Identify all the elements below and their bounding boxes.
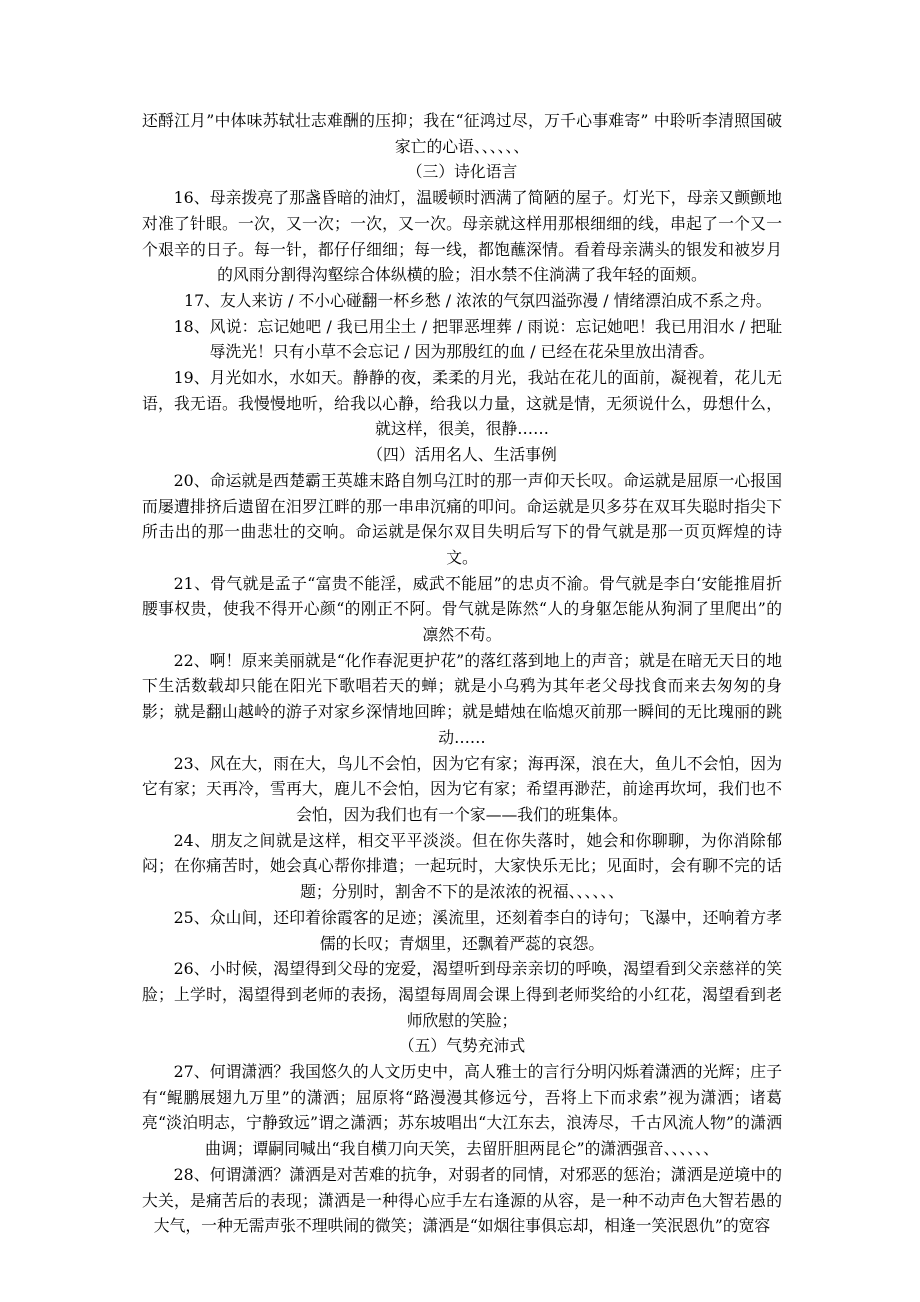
paragraph-25: 25、众山间，还印着徐霞客的足迹；溪流里，还刻着李白的诗句；飞瀑中，还响着方孝儒的长叹；青烟里，还飘着严蕊的哀怨。: [173, 907, 782, 953]
section-heading-4: （四）活用名人、生活事例: [367, 445, 557, 465]
section-heading-5: （五）气势充沛式: [398, 1036, 526, 1056]
paragraph-16: 16、母亲拨亮了那盏昏暗的油灯，温暖顿时洒满了简陋的屋子。灯光下，母亲又颤颤地对准了针眼。一次，又一次；一次，又一次。母亲就这样用那根细细的线，串起了一个又一个艰辛的日子。每一针，都仔仔细细；每一线，都饱蘸深情。看着母亲满头的银发和被岁月的风雨分割得沟壑综合体纵横的脸；泪水禁不住淌满了我年轻的面颊。: [142, 188, 782, 285]
paragraph-continuation: 还酹江月”中体味苏轼壮志难酬的压抑；我在“征鸿过尽，万千心事难寄” 中聆听李清照国破家亡的心语、、、、、、: [142, 111, 782, 156]
paragraph-24: 24、朋友之间就是这样，相交平平淡淡。但在你失落时，她会和你聊聊，为你消除郁闷；在你痛苦时，她会真心帮你排遣；一起玩时，大家快乐无比；见面时，会有聊不完的话题；分别时，割舍不下的是浓浓的祝福、、、、、、: [142, 830, 782, 902]
paragraph-18: 18、风说：忘记她吧 / 我已用尘土 / 把罪恶埋葬 / 雨说：忘记她吧！我已用泪水 / 把耻辱洗光！只有小草不会忘记 / 因为那殷红的血 / 已经在花朵里放出清香。: [173, 316, 782, 362]
paragraph-22: 22、啊！原来美丽就是“化作春泥更护花”的落红落到地上的声音；就是在暗无天日的地下生活数载却只能在阳光下歌唱若天的蝉；就是小乌鸦为其年老父母找食而来去匆匆的身影；就是翻山越岭的游子对家乡深情地回眸；就是蜡烛在临熄灭前那一瞬间的无比瑰丽的跳动……: [142, 650, 782, 747]
paragraph-21: 21、骨气就是孟子“富贵不能淫，威武不能屈”的忠贞不渝。骨气就是李白‘安能推眉折腰事权贵，使我不得开心颜“的刚正不阿。骨气就是陈然“人的身躯怎能从狗洞了里爬出”的凛然不苟。: [142, 573, 782, 645]
paragraph-23: 23、风在大，雨在大，鸟儿不会怕，因为它有家；海再深，浪在大，鱼儿不会怕，因为它有家；天再冷，雪再大，鹿儿不会怕，因为它有家；希望再渺茫，前途再坎坷，我们也不会怕，因为我们也有一个家——我们的班集体。: [142, 753, 782, 824]
paragraph-19: 19、月光如水，水如天。静静的夜，柔柔的月光，我站在花儿的面前，凝视着，花儿无语，我无语。我慢慢地听，给我以心静，给我以力量，这就是情，无须说什么，毋想什么，就这样，很美，很静……: [142, 368, 782, 439]
paragraph-27: 27、何谓潇洒？我国悠久的人文历史中，高人雅士的言行分明闪烁着潇洒的光辉；庄子有“鲲鹏展翅九万里”的潇洒；屈原将“路漫漫其修远兮，吾将上下而求索”视为潇洒；诸葛亮“淡泊明志，宁静致远”谓之潇洒；苏东坡唱出“大江东去，浪涛尽，千古风流人物”的潇洒曲调；谭嗣同喊出“我自横刀向天笑，去留肝胆两昆仑”的潇洒强音、、、、、、: [142, 1062, 782, 1159]
paragraph-26: 26、小时候，渴望得到父母的宠爱，渴望听到母亲亲切的呼唤，渴望看到父亲慈祥的笑脸；上学时，渴望得到老师的表扬，渴望每周周会课上得到老师奖给的小红花，渴望看到老师欣慰的笑脸；: [142, 959, 782, 1030]
section-heading-3: （三）诗化语言: [406, 162, 518, 182]
paragraph-20: 20、命运就是西楚霸王英雄末路自刎乌江时的那一声仰天长叹。命运就是屈原一心报国而屡遭排挤后遗留在汨罗江畔的那一串串沉痛的叩问。命运就是贝多芬在双耳失聪时指尖下所击出的那一曲悲壮的交响。命运就是保尔双目失明后写下的骨气就是那一页页辉煌的诗文。: [142, 470, 782, 567]
paragraph-17: 17、友人来访 / 不小心碰翻一杯乡愁 / 浓浓的气氛四溢弥漫 / 情绪漂泊成不系之舟。: [184, 290, 772, 310]
paragraph-28: 28、何谓潇洒？潇洒是对苦难的抗争，对弱者的同情，对邪恶的惩治；潇洒是逆境中的大关，是痛苦后的表现；潇洒是一种得心应手左右逢源的从容，是一种不动声色大智若愚的大气，一种无需声张不理哄闹的微笑；潇洒是“如烟往事俱忘却，相逢一笑泯恩仇”的宽容: [142, 1164, 782, 1236]
document-body: [142, 108, 782, 1239]
